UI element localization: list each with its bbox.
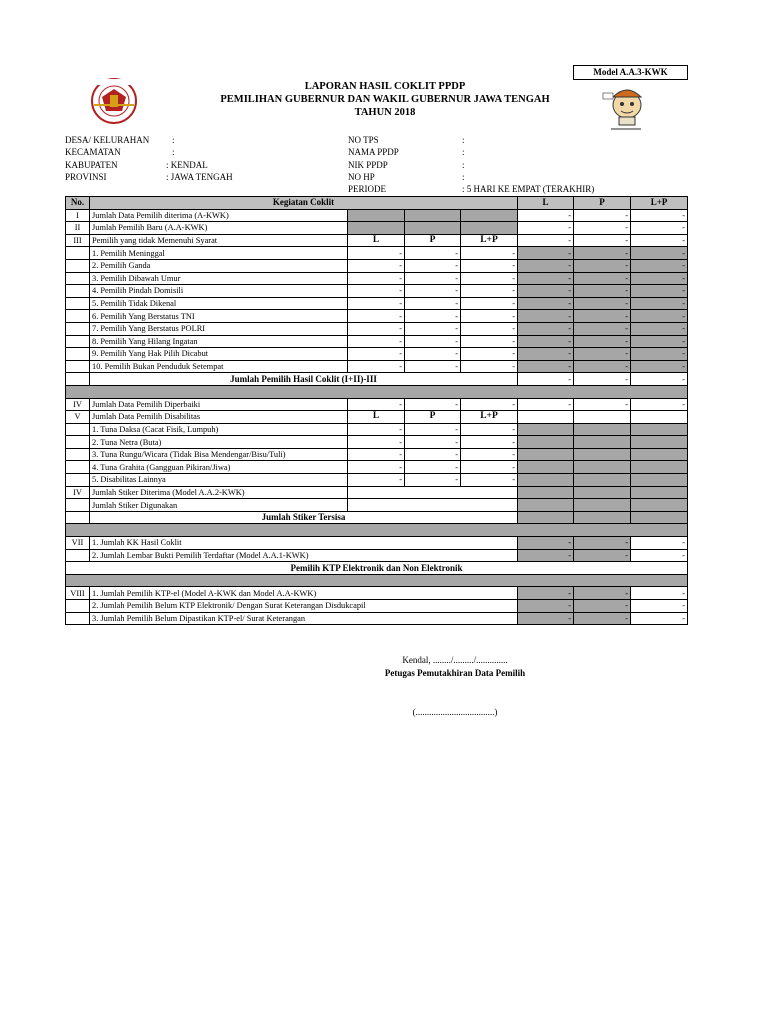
cell-value: -	[405, 436, 461, 449]
header-p: P	[574, 197, 631, 210]
table-row	[66, 272, 688, 285]
cell-value: -	[405, 360, 461, 373]
table-row	[66, 486, 688, 499]
row-label: 2. Tuna Netra (Buta)	[90, 436, 348, 449]
row-number-blank	[66, 348, 90, 361]
cell-value: -	[348, 474, 405, 487]
info-label: PERIODE	[348, 184, 386, 195]
cell-value: -	[631, 310, 688, 323]
cell-shaded	[631, 448, 688, 461]
location-info	[65, 134, 233, 183]
row-label: Jumlah Data Pemilih Disabilitas	[90, 411, 348, 424]
cell-lp: -	[631, 600, 688, 613]
cell-value: -	[574, 259, 631, 272]
row-label: Jumlah Stiker Digunakan	[90, 499, 348, 512]
cell-value: -	[461, 285, 518, 298]
cell-value: -	[348, 297, 405, 310]
cell-value: -	[405, 461, 461, 474]
table-row	[66, 222, 688, 235]
row-number-blank	[66, 360, 90, 373]
row-label: 3. Jumlah Pemilih Belum Dipastikan KTP-el/ Surat Keterangan	[90, 612, 518, 625]
remaining-stickers-label: Jumlah Stiker Tersisa	[90, 511, 518, 524]
cell-value: -	[405, 247, 461, 260]
row-number-blank	[66, 247, 90, 260]
cell-shaded	[518, 474, 574, 487]
cell-value: -	[574, 272, 631, 285]
signature-role: Petugas Pemutakhiran Data Pemilih	[384, 668, 526, 678]
row-number-blank	[66, 474, 90, 487]
info-label: NAMA PPDP	[348, 147, 399, 158]
row-number	[66, 612, 90, 625]
row-label: 1. Tuna Daksa (Cacat Fisik, Lumpuh)	[90, 423, 348, 436]
cell-l: -	[518, 222, 574, 235]
cell-value: -	[461, 310, 518, 323]
cell-shaded	[574, 436, 631, 449]
cell-value: -	[518, 348, 574, 361]
cell-shaded	[518, 448, 574, 461]
row-label: Pemilih yang tidak Memenuhi Syarat	[90, 234, 348, 247]
cell-value: -	[518, 285, 574, 298]
cell-value: -	[461, 448, 518, 461]
cell-value: -	[405, 259, 461, 272]
cell-shaded	[574, 423, 631, 436]
cell-value: -	[348, 360, 405, 373]
row-number	[66, 600, 90, 613]
title-line-3: TAHUN 2018	[354, 107, 416, 118]
table-row	[66, 537, 688, 550]
cell-value: -	[631, 272, 688, 285]
cell-value: -	[405, 297, 461, 310]
row-number-blank	[66, 297, 90, 310]
cell-value: -	[631, 348, 688, 361]
table-row	[66, 423, 688, 436]
table-row	[66, 348, 688, 361]
cell-value: -	[518, 259, 574, 272]
cell-p: -	[574, 234, 631, 247]
row-number-blank	[66, 448, 90, 461]
table-row	[66, 360, 688, 373]
cell-value: -	[348, 423, 405, 436]
cell-value: -	[348, 436, 405, 449]
cell-value: -	[461, 335, 518, 348]
header-kegiatan: Kegiatan Coklit	[90, 197, 518, 210]
divider	[66, 574, 688, 587]
info-value: : JAWA TENGAH	[166, 171, 233, 182]
info-label: NIK PPDP	[348, 159, 388, 170]
cell-value: -	[348, 310, 405, 323]
cell-value: -	[574, 348, 631, 361]
cell-value: -	[405, 348, 461, 361]
cell-lp: -	[631, 549, 688, 562]
cell-value: -	[574, 360, 631, 373]
subheader-lp: L+P	[461, 234, 518, 247]
row-label: 3. Pemilih Dibawah Umur	[90, 272, 348, 285]
cell-p: -	[574, 537, 631, 550]
table-row	[66, 259, 688, 272]
row-label: 1. Jumlah Pemilih KTP-el (Model A-KWK dan Model A.A-KWK)	[90, 587, 518, 600]
divider	[66, 524, 688, 537]
cell-value: -	[461, 297, 518, 310]
row-label: 5. Pemilih Tidak Dikenal	[90, 297, 348, 310]
cell-p: -	[574, 587, 631, 600]
table-row	[66, 411, 688, 424]
row-label: 2. Jumlah Lembar Bukti Pemilih Terdaftar (Model A.A.1-KWK)	[90, 549, 518, 562]
cell-shaded	[631, 423, 688, 436]
header-lp: L+P	[631, 197, 688, 210]
header-l: L	[518, 197, 574, 210]
cell-value: -	[348, 285, 405, 298]
cell-value: -	[574, 322, 631, 335]
cell-value: -	[631, 322, 688, 335]
row-label: Jumlah Stiker Diterima (Model A.A.2-KWK)	[90, 486, 348, 499]
cell-shaded	[631, 436, 688, 449]
table-row	[66, 600, 688, 613]
info-label: KABUPATEN	[65, 159, 118, 170]
cell-value: -	[405, 335, 461, 348]
info-label: PROVINSI	[65, 171, 107, 182]
cell-l: -	[518, 234, 574, 247]
cell-value: -	[574, 247, 631, 260]
info-value: :	[462, 159, 465, 170]
row-label: 4. Tuna Grahita (Gangguan Pikiran/Jiwa)	[90, 461, 348, 474]
cell-value: -	[461, 436, 518, 449]
table-row	[66, 587, 688, 600]
cell-lp: -	[631, 222, 688, 235]
cell-value: -	[405, 272, 461, 285]
cell-value: -	[461, 348, 518, 361]
cell-value: -	[631, 247, 688, 260]
signature-name: (...................................)	[412, 707, 498, 717]
kpu-logo	[88, 75, 140, 125]
cell-l: -	[518, 600, 574, 613]
cell-value: -	[574, 310, 631, 323]
table-row	[66, 549, 688, 562]
total-voters-label: Jumlah Pemilih Hasil Coklit (I+II)-III	[90, 373, 518, 386]
table-row	[66, 461, 688, 474]
cell-value: -	[348, 335, 405, 348]
table-row	[66, 335, 688, 348]
officer-info	[348, 134, 594, 195]
cell-value: -	[461, 272, 518, 285]
table-row	[66, 398, 688, 411]
cell-value: -	[461, 360, 518, 373]
cell-lp: -	[631, 398, 688, 411]
cell-value: -	[574, 335, 631, 348]
cell-l: -	[518, 209, 574, 222]
cell-l: -	[348, 398, 405, 411]
cell-shaded	[518, 423, 574, 436]
table-row	[66, 562, 688, 575]
row-number-blank	[66, 285, 90, 298]
row-label: 1. Pemilih Meninggal	[90, 247, 348, 260]
cell-value: -	[461, 474, 518, 487]
cell-shaded	[574, 461, 631, 474]
cell-value: -	[518, 310, 574, 323]
cell-value: -	[518, 360, 574, 373]
cell-value: -	[518, 322, 574, 335]
row-number-blank	[66, 335, 90, 348]
header-no: No.	[66, 197, 90, 210]
cell-value: -	[348, 247, 405, 260]
row-label: 7. Pemilih Yang Berstatus POLRI	[90, 322, 348, 335]
cell-lp: -	[631, 612, 688, 625]
table-row	[66, 612, 688, 625]
row-label: 9. Pemilih Yang Hak Pilih Dicabut	[90, 348, 348, 361]
cell-value: -	[631, 285, 688, 298]
row-label: 4. Pemilih Pindah Domisili	[90, 285, 348, 298]
cell-value: -	[631, 360, 688, 373]
cell-value: -	[461, 461, 518, 474]
row-number-blank	[66, 310, 90, 323]
row-number: I	[66, 209, 90, 222]
report-title	[150, 80, 620, 119]
form-model-label: Model A.A.3-KWK	[573, 65, 688, 80]
row-number-blank	[66, 272, 90, 285]
table-header	[66, 197, 688, 210]
table-row	[66, 448, 688, 461]
cell-p: -	[574, 612, 631, 625]
cell-p: -	[574, 398, 631, 411]
title-line-1: LAPORAN HASIL COKLIT PPDP	[304, 81, 466, 92]
cell-shaded	[518, 436, 574, 449]
cell-shaded	[631, 474, 688, 487]
row-number: IV	[66, 398, 90, 411]
row-number: III	[66, 234, 90, 247]
cell-l: -	[518, 612, 574, 625]
row-number-blank	[66, 423, 90, 436]
row-label: 5. Disabilitas Lainnya	[90, 474, 348, 487]
table-row	[66, 310, 688, 323]
info-label: DESA/ KELURAHAN	[65, 135, 150, 145]
cell-value: -	[405, 423, 461, 436]
row-label: 3. Tuna Rungu/Wicara (Tidak Bisa Mendengar/Bisu/Tuli)	[90, 448, 348, 461]
cell-lp: -	[631, 234, 688, 247]
cell-value: -	[574, 297, 631, 310]
table-row	[66, 511, 688, 524]
cell-value: -	[518, 335, 574, 348]
row-label: Jumlah Pemilih Baru (A.A-KWK)	[90, 222, 348, 235]
cell-p: -	[574, 209, 631, 222]
cell-l: -	[518, 587, 574, 600]
table-row	[66, 499, 688, 512]
row-label: Jumlah Data Pemilih diterima (A-KWK)	[90, 209, 348, 222]
cell-value: -	[631, 335, 688, 348]
row-number: V	[66, 411, 90, 424]
cell-lp: -	[631, 537, 688, 550]
cell-shaded	[574, 448, 631, 461]
row-number: VIII	[66, 587, 90, 600]
table-row	[66, 297, 688, 310]
cell-value: -	[518, 272, 574, 285]
title-line-2: PEMILIHAN GUBERNUR DAN WAKIL GUBERNUR JAWA TENGAH	[220, 94, 550, 105]
row-number: II	[66, 222, 90, 235]
table-row	[66, 373, 688, 386]
info-label: KECAMATAN	[65, 147, 121, 158]
cell-value: -	[348, 348, 405, 361]
cell-value: -	[348, 461, 405, 474]
cell-value: -	[631, 259, 688, 272]
cell-l: -	[518, 549, 574, 562]
subheader-lp: L+P	[461, 411, 518, 424]
cell-value: -	[405, 322, 461, 335]
cell-p: -	[574, 600, 631, 613]
row-label: 1. Jumlah KK Hasil Coklit	[90, 537, 518, 550]
cell-l: -	[518, 537, 574, 550]
cell-value: -	[518, 297, 574, 310]
cell-value: -	[518, 247, 574, 260]
cell-value: -	[631, 297, 688, 310]
cell-value: -	[461, 247, 518, 260]
info-value: :	[172, 135, 175, 145]
cell-lp: -	[631, 373, 688, 386]
table-row	[66, 209, 688, 222]
info-value: :	[172, 147, 175, 158]
subheader-p: P	[405, 234, 461, 247]
table-row	[66, 474, 688, 487]
info-value: : 5 HARI KE EMPAT (TERAKHIR)	[462, 184, 595, 195]
cell-value: -	[405, 448, 461, 461]
subheader-l: L	[348, 411, 405, 424]
ktp-section-title: Pemilih KTP Elektronik dan Non Elektronik	[66, 562, 688, 575]
subheader-l: L	[348, 234, 405, 247]
cell-p: -	[405, 398, 461, 411]
row-label: 10. Pemilih Bukan Penduduk Setempat	[90, 360, 348, 373]
signature-place-date: Kendal, ......../........./..............	[402, 655, 508, 665]
subheader-p: P	[405, 411, 461, 424]
cell-l: -	[518, 373, 574, 386]
row-label: 2. Jumlah Pemilih Belum KTP Elektronik/ Dengan Surat Keterangan Disdukcapil	[90, 600, 518, 613]
cell-shaded	[518, 461, 574, 474]
table-row	[66, 436, 688, 449]
cell-value: -	[405, 285, 461, 298]
info-value: : KENDAL	[166, 159, 208, 170]
cell-p: -	[574, 373, 631, 386]
table-row	[66, 322, 688, 335]
cell-value: -	[348, 259, 405, 272]
cell-lp: -	[631, 587, 688, 600]
cell-shaded	[574, 474, 631, 487]
cell-value: -	[461, 259, 518, 272]
cell-value: -	[461, 322, 518, 335]
cell-value: -	[348, 448, 405, 461]
row-number-blank	[66, 322, 90, 335]
cell-p: -	[574, 549, 631, 562]
table-row	[66, 234, 688, 247]
info-value: :	[462, 147, 465, 158]
row-number-blank	[66, 259, 90, 272]
cell-value: -	[405, 474, 461, 487]
row-label: 8. Pemilih Yang Hilang Ingatan	[90, 335, 348, 348]
cell-lp: -	[631, 209, 688, 222]
table-row	[66, 285, 688, 298]
info-label: NO HP	[348, 171, 375, 182]
coklit-table	[65, 196, 688, 625]
cell-p: -	[574, 222, 631, 235]
cell-value: -	[348, 322, 405, 335]
cell-value: -	[461, 423, 518, 436]
cell-value: -	[405, 310, 461, 323]
row-label: Jumlah Data Pemilih Diperbaiki	[90, 398, 348, 411]
row-number-blank	[66, 436, 90, 449]
row-number: IV	[66, 486, 90, 499]
cell-value: -	[348, 272, 405, 285]
row-number: VII	[66, 537, 90, 550]
row-label: 6. Pemilih Yang Berstatus TNI	[90, 310, 348, 323]
row-number-blank	[66, 461, 90, 474]
cell-value: -	[574, 285, 631, 298]
cell-shaded	[631, 461, 688, 474]
info-value: :	[462, 171, 465, 182]
row-label: 2. Pemilih Ganda	[90, 259, 348, 272]
info-value: :	[462, 135, 465, 145]
divider	[66, 385, 688, 398]
info-label: NO TPS	[348, 135, 379, 145]
cell-lp: -	[461, 398, 518, 411]
table-row	[66, 247, 688, 260]
cell-l: -	[518, 398, 574, 411]
